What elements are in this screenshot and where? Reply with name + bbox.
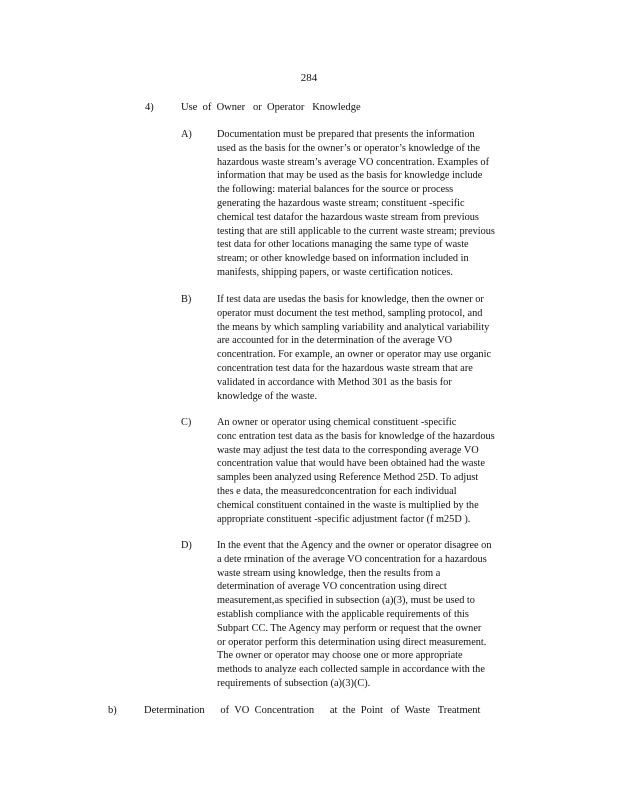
- text-line: stream; or other knowledge based on information included in: [217, 253, 469, 265]
- text-line: An owner or operator using chemical constituent -specific: [217, 417, 457, 428]
- text-line: testing that are still applicable to the current waste stream; previous: [217, 225, 495, 237]
- text-line: operator must document the test method, sampling protocol, and: [217, 307, 483, 319]
- section-title: Use of Owner or Operator Knowledge: [181, 102, 361, 113]
- text-line: In the event that the Agency and the owner or operator disagree on: [217, 540, 492, 551]
- item-letter: A): [181, 129, 192, 140]
- text-line: validated in accordance with Method 301 as the basis for: [217, 376, 452, 388]
- section-b-heading: [108, 704, 528, 746]
- text-line: appropriate constituent -specific adjustment factor (f m25D ).: [217, 513, 471, 525]
- text-line: information that may be used as the basis for knowledge include: [217, 170, 483, 182]
- text-line: samples been analyzed using Reference Method 25D. To adjust: [217, 472, 479, 484]
- section-number: 4): [145, 102, 154, 113]
- text-line: or operator perform this determination using direct measurement.: [217, 636, 487, 648]
- text-line: generating the hazardous waste stream; constituent -specific: [217, 197, 465, 209]
- text-line: the following: material balances for the source or process: [217, 184, 454, 196]
- text-line: waste may adjust the test data to the corresponding average VO: [217, 444, 479, 456]
- text-line: knowledge of the waste.: [217, 390, 318, 402]
- text-line: hazardous waste stream’s average VO concentration. Examples of: [217, 156, 490, 168]
- text-line: The owner or operator may choose one or more appropriate: [217, 650, 463, 662]
- text-line: used as the basis for the owner’s or operator’s knowledge of the: [217, 142, 480, 154]
- text-line: the means by which sampling variability and analytical variability: [217, 321, 490, 333]
- text-line: chemical constituent contained in the waste is multiplied by the: [217, 499, 479, 511]
- text-line: manifests, shipping papers, or waste certification notices.: [217, 266, 453, 278]
- page-number: 284: [300, 72, 318, 84]
- item-paragraph: [217, 416, 540, 526]
- text-line: requirements of subsection (a)(3)(C).: [217, 677, 371, 689]
- text-line: Documentation must be prepared that presents the information: [217, 129, 475, 140]
- item-paragraph: [217, 293, 540, 403]
- section-title: Determination of VO Concentration at the Point of Waste Treatment: [144, 705, 481, 716]
- text-line: concentration. For example, an owner or operator may use organic: [217, 349, 492, 361]
- text-line: thes e data, the measuredconcentration for each individual: [217, 485, 457, 497]
- text-line: Subpart CC. The Agency may perform or request that the owner: [217, 622, 482, 634]
- item-paragraph: [217, 128, 540, 280]
- text-line: If test data are usedas the basis for knowledge, then the owner or: [217, 294, 484, 305]
- text-line: conc entration test data as the basis for knowledge of the hazardous: [217, 430, 495, 442]
- text-line: measurement,as specified in subsection (a)(3), must be used to: [217, 595, 475, 607]
- item-letter: C): [181, 417, 192, 428]
- text-line: are accounted for in the determination of the average VO: [217, 335, 453, 347]
- text-line: a dete rmination of the average VO concentration for a hazardous: [217, 553, 487, 565]
- item-paragraph: [217, 539, 540, 691]
- text-line: methods to analyze each collected sample in accordance with the: [217, 664, 485, 676]
- item-letter: B): [181, 294, 192, 305]
- text-line: concentration test data for the hazardous waste stream that are: [217, 362, 473, 374]
- text-line: concentration value that would have been obtained had the waste: [217, 458, 485, 470]
- section-number: b): [108, 705, 117, 716]
- text-line: test data for other locations managing the same type of waste: [217, 239, 469, 251]
- text-line: determination of average VO concentration using direct: [217, 581, 447, 593]
- text-line: waste stream using knowledge, then the results from a: [217, 567, 441, 579]
- text-line: establish compliance with the applicable requirements of this: [217, 608, 469, 620]
- item-letter: D): [181, 540, 192, 551]
- text-line: chemical test datafor the hazardous waste stream from previous: [217, 211, 479, 223]
